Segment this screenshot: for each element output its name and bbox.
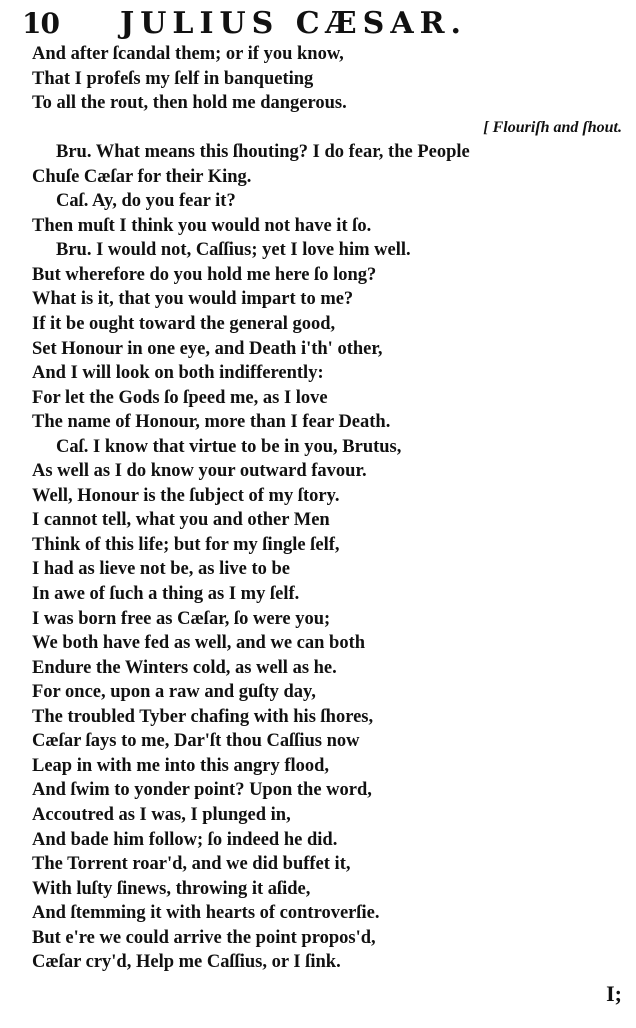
verse-line: To all the rout, then hold me dangerous. bbox=[32, 93, 347, 114]
verse-line: For once, upon a raw and guſty day, bbox=[32, 682, 316, 703]
speech-line: Bru. What means this ſhouting? I do fear, the People bbox=[56, 142, 470, 163]
verse-line: And ſwim to yonder point? Upon the word, bbox=[32, 780, 372, 801]
verse-line: And after ſcandal them; or if you know, bbox=[32, 44, 344, 64]
stage-direction: [ Flouriſh and ſhout. bbox=[483, 118, 622, 136]
verse-line: That I profeſs my ſelf in banqueting bbox=[32, 68, 314, 89]
verse-line: If it be ought toward the general good, bbox=[32, 314, 336, 335]
verse-line: As well as I do know your outward favour. bbox=[32, 461, 367, 482]
play-text bbox=[32, 42, 624, 975]
verse-line: I cannot tell, what you and other Men bbox=[32, 510, 330, 531]
verse-line: Set Honour in one eye, and Death i'th' other, bbox=[32, 338, 383, 359]
verse-line: Endure the Winters cold, as well as he. bbox=[32, 657, 337, 678]
verse-line: Cæſar ſays to me, Dar'ſt thou Caſſius now bbox=[32, 731, 360, 752]
verse-line: And ſtemming it with hearts of controverſie. bbox=[32, 903, 380, 924]
verse-line: Cæſar cry'd, Help me Caſſius, or I ſink. bbox=[32, 952, 341, 973]
verse-line: I was born free as Cæſar, ſo were you; bbox=[32, 608, 331, 629]
verse-line: The name of Honour, more than I fear Death. bbox=[32, 412, 391, 433]
speech-line: Bru. I would not, Caſſius; yet I love him well. bbox=[56, 240, 411, 261]
catchword: I; bbox=[606, 981, 622, 1006]
speech-line: Caſ. I know that virtue to be in you, Brutus, bbox=[56, 436, 402, 457]
running-title: JULIUS CÆSAR. bbox=[120, 6, 467, 41]
verse-line: And I will look on both indifferently: bbox=[32, 363, 324, 384]
verse-line: But e're we could arrive the point propos'd, bbox=[32, 927, 376, 948]
verse-line: Well, Honour is the ſubject of my ſtory. bbox=[32, 485, 340, 506]
verse-line: Think of this life; but for my ſingle ſelf, bbox=[32, 534, 340, 555]
verse-line: Leap in with me into this angry flood, bbox=[32, 755, 330, 776]
verse-line: In awe of ſuch a thing as I my ſelf. bbox=[32, 584, 300, 605]
verse-line: Then muſt I think you would not have it ſo. bbox=[32, 215, 372, 236]
verse-line: Chuſe Cæſar for their King. bbox=[32, 166, 252, 187]
verse-line: The Torrent roar'd, and we did buffet it, bbox=[32, 854, 351, 875]
verse-line: And bade him follow; ſo indeed he did. bbox=[32, 829, 338, 850]
verse-line: For let the Gods ſo ſpeed me, as I love bbox=[32, 387, 328, 408]
verse-line: The troubled Tyber chafing with his ſhores, bbox=[32, 706, 374, 727]
verse-line: We both have fed as well, and we can both bbox=[32, 633, 366, 654]
page-header bbox=[22, 6, 622, 42]
verse-line: With luſty ſinews, throwing it aſide, bbox=[32, 878, 311, 899]
page-number: 10 bbox=[22, 7, 59, 40]
verse-line: What is it, that you would impart to me? bbox=[32, 289, 354, 310]
speech-line: Caſ. Ay, do you fear it? bbox=[56, 191, 236, 212]
verse-line: Accoutred as I was, I plunged in, bbox=[32, 804, 291, 825]
verse-line: But wherefore do you hold me here ſo long? bbox=[32, 264, 377, 285]
verse-line: I had as lieve not be, as live to be bbox=[32, 559, 290, 580]
